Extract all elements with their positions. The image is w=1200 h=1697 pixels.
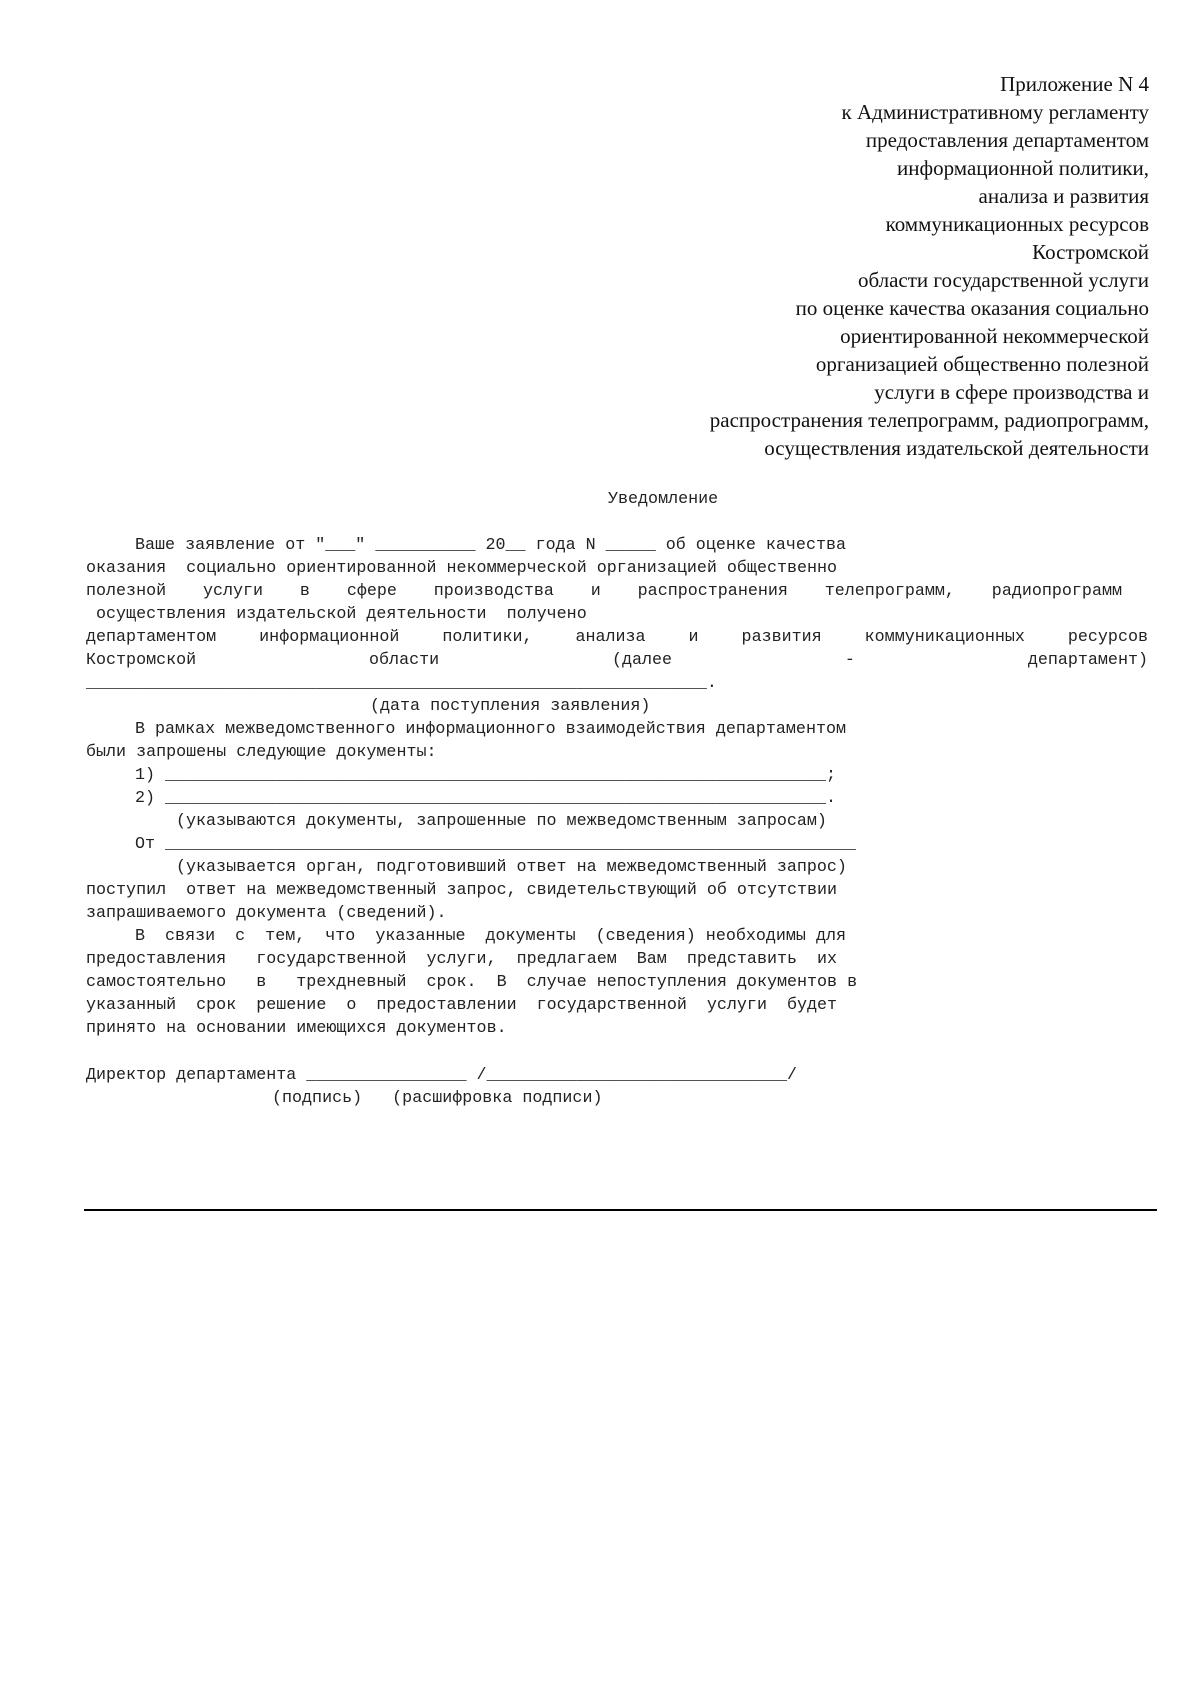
paragraph-2-line: были запрошены следующие документы: bbox=[86, 743, 437, 762]
appendix-line: услуги в сфере производства и bbox=[874, 380, 1149, 404]
appendix-line: анализа и развития bbox=[978, 184, 1149, 208]
date-received-line: ______________________________________________________________. bbox=[86, 674, 717, 693]
paragraph-4-line: В связи с тем, что указанные документы (сведения) необходимы для bbox=[135, 927, 847, 946]
paragraph-4-line: предоставления государственной услуги, предлагаем Вам представить их bbox=[86, 950, 838, 969]
paragraph-1-line: оказания социально ориентированной некоммерческой организацией общественно bbox=[86, 559, 838, 578]
paragraph-3-line: поступил ответ на межведомственный запрос, свидетельствующий об отсутствии bbox=[86, 881, 838, 900]
appendix-line: организацией общественно полезной bbox=[815, 352, 1149, 376]
paragraph-4-line: принято на основании имеющихся документов. bbox=[86, 1019, 507, 1038]
paragraph-4-line: самостоятельно в трехдневный срок. В случае непоступления документов в bbox=[86, 973, 858, 992]
signature-caption: (подпись) (расшифровка подписи) bbox=[272, 1089, 603, 1108]
paragraph-3-line: запрашиваемого документа (сведений). bbox=[86, 904, 447, 923]
appendix-line: Приложение N 4 bbox=[1000, 72, 1149, 96]
paragraph-1-line: Костромской области (далее - департамент) bbox=[86, 651, 1148, 670]
footer-divider bbox=[84, 1209, 1157, 1211]
appendix-line: области государственной услуги bbox=[857, 268, 1149, 292]
date-received-caption: (дата поступления заявления) bbox=[370, 697, 651, 716]
appendix-line: осуществления издательской деятельности bbox=[764, 436, 1149, 460]
appendix-line: по оценке качества оказания социально bbox=[795, 296, 1149, 320]
appendix-line: коммуникационных ресурсов bbox=[885, 212, 1149, 236]
appendix-line: информационной политики, bbox=[897, 156, 1149, 180]
paragraph-1-line: осуществления издательской деятельности получено bbox=[86, 605, 587, 624]
appendix-header bbox=[429, 70, 1149, 462]
notice-title: Уведомление bbox=[608, 490, 719, 509]
signature-line: Директор департамента ________________ /______________________________/ bbox=[86, 1066, 798, 1085]
document-item-1: 1) __________________________________________________________________; bbox=[135, 766, 836, 785]
appendix-line: предоставления департаментом bbox=[865, 128, 1149, 152]
organ-caption: (указывается орган, подготовивший ответ на межведомственный запрос) bbox=[176, 858, 847, 877]
appendix-line: к Административному регламенту bbox=[841, 100, 1149, 124]
paragraph-1-line: Ваше заявление от "___" __________ 20__ года N _____ об оценке качества bbox=[135, 536, 847, 555]
appendix-line: Костромской bbox=[1032, 240, 1149, 264]
paragraph-4-line: указанный срок решение о предоставлении государственной услуги будет bbox=[86, 996, 838, 1015]
paragraph-1-line: полезной услуги в сфере производства и распространения телепрограмм, радиопрограмм bbox=[86, 582, 1122, 601]
appendix-line: распространения телепрограмм, радиопрограмм, bbox=[709, 408, 1149, 432]
paragraph-1-line: департаментом информационной политики, анализа и развития коммуникационных ресурсов bbox=[86, 628, 1148, 647]
paragraph-2-line: В рамках межведомственного информационного взаимодействия департаментом bbox=[135, 720, 847, 739]
documents-caption: (указываются документы, запрошенные по межведомственным запросам) bbox=[176, 812, 827, 831]
appendix-line: ориентированной некоммерческой bbox=[840, 324, 1149, 348]
document-item-2: 2) __________________________________________________________________. bbox=[135, 789, 836, 808]
from-organ-line: От _____________________________________________________________________ bbox=[135, 835, 857, 854]
